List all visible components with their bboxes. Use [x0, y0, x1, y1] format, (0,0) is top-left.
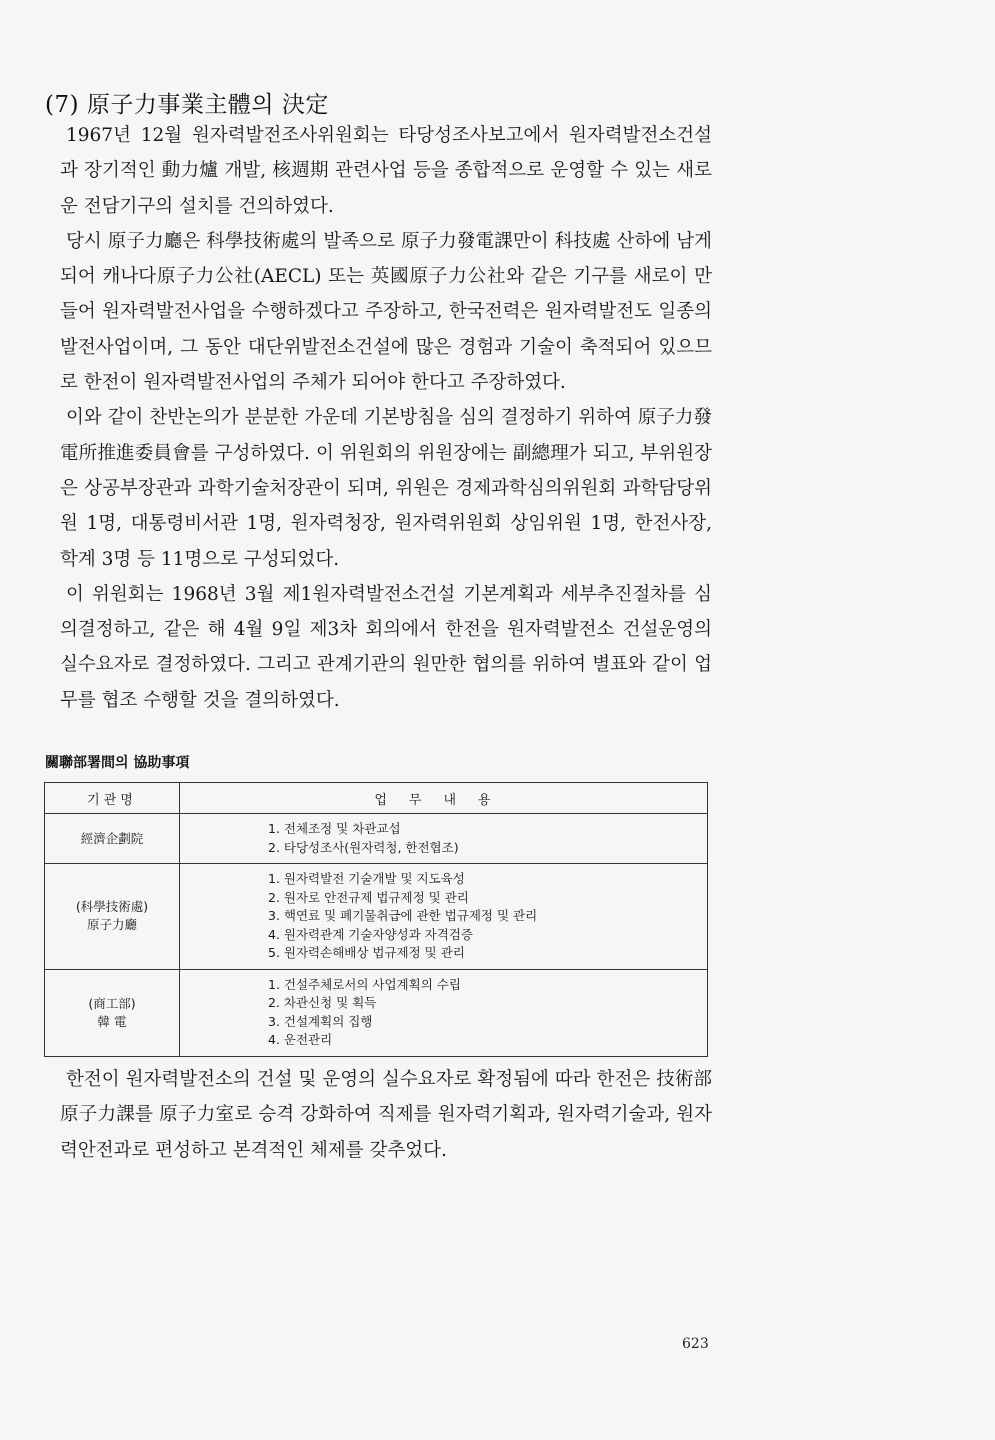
- duties-cell: [180, 814, 708, 864]
- duty-item: 2. 타당성조사(원자력청, 한전협조): [268, 839, 459, 855]
- org-cell: [45, 814, 180, 864]
- org-line: (科學技術處): [75, 899, 149, 915]
- org-cell: [45, 969, 180, 1056]
- body-text-bottom: [60, 1062, 712, 1168]
- paragraph: 한전이 원자력발전소의 건설 및 운영의 실수요자로 확정됨에 따라 한전은 技術部 原子力課를 原子力室로 승격 강화하여 직제를 원자력기획과, 원자력기술과, 원자력안전과로 편성하고 본격적인 체제를 갖추었다.: [60, 1069, 712, 1161]
- paragraph: 당시 原子力廳은 科學技術處의 발족으로 原子力發電課만이 科技處 산하에 남게 되어 캐나다原子力公社(AECL) 또는 英國原子力公社와 같은 기구를 새로이 만들어 원자력발전사업을 수행하겠다고 주장하고, 한국전력은 원자력발전도 일종의 발전사업이며, 그 동안 대단위발전소건설에 많은 경험과 기술이 축적되어 있으므로 한전이 원자력발전사업의 주체가 되어야 한다고 주장하였다.: [60, 230, 712, 394]
- duty-list: [268, 870, 707, 963]
- org-line: (商工部): [88, 995, 136, 1011]
- org-name: 原子力廳: [86, 917, 137, 933]
- header-org: 기관명: [45, 783, 180, 814]
- header-duties: 업무내용: [180, 783, 708, 814]
- org-name: 韓 電: [97, 1013, 127, 1029]
- duty-item: 1. 원자력발전 기술개발 및 지도육성: [268, 871, 465, 886]
- table-row: [45, 814, 708, 864]
- duty-list: [268, 976, 707, 1050]
- table-row: [45, 864, 708, 970]
- paragraph: 1967년 12월 원자력발전조사위원회는 타당성조사보고에서 원자력발전소건설과 장기적인 動力爐 개발, 核週期 관련사업 등을 종합적으로 운영할 수 있는 새로운 전담기구의 설치를 건의하였다.: [60, 125, 712, 217]
- duty-list: [268, 820, 707, 857]
- org-name: 經濟企劃院: [80, 830, 144, 846]
- table-row: [45, 969, 708, 1056]
- duty-item: 4. 원자력관계 기술자양성과 자격검증: [268, 926, 473, 942]
- duty-item: 1. 전체조정 및 차관교섭: [268, 821, 401, 836]
- duties-cell: [180, 969, 708, 1056]
- duty-item: 1. 건설주체로서의 사업계획의 수립: [268, 976, 461, 992]
- duty-item: 2. 차관신청 및 획득: [268, 995, 377, 1010]
- table-header-row: [45, 783, 708, 814]
- paragraph: 이 위원회는 1968년 3월 제1원자력발전소건설 기본계획과 세부추진절차를 심의결정하고, 같은 해 4월 9일 제3차 회의에서 한전을 원자력발전소 건설운영의 실수요자로 결정하였다. 그리고 관계기관의 원만한 협의를 위하여 별표와 같이 업무를 협조 수행할 것을 결의하였다.: [60, 583, 712, 711]
- duty-item: 4. 운전관리: [268, 1032, 333, 1047]
- org-cell: [45, 864, 180, 970]
- cooperation-table: [44, 782, 708, 1057]
- body-text-top: [60, 118, 712, 718]
- duty-item: 3. 건설계획의 집행: [268, 1013, 373, 1029]
- table-caption: 關聯部署間의 協助事項: [45, 755, 190, 771]
- duty-item: 3. 핵연료 및 폐기물취급에 관한 법규제정 및 관리: [268, 908, 538, 923]
- page-number: 623: [682, 1336, 709, 1352]
- paragraph: 이와 같이 찬반논의가 분분한 가운데 기본방침을 심의 결정하기 위하여 原子力發電所推進委員會를 구성하였다. 이 위원회의 위원장에는 副總理가 되고, 부위원장은 상공부장관과 과학기술처장관이 되며, 위원은 경제과학심의위원회 과학담당위원 1명, 대통령비서관 1명, 원자력청장, 원자력위원회 상임위원 1명, 한전사장, 학계 3명 등 11명으로 구성되었다.: [60, 407, 712, 570]
- duties-cell: [180, 864, 708, 970]
- duty-item: 2. 원자로 안전규제 법규제정 및 관리: [268, 889, 469, 905]
- section-heading: (7) 原子力事業主體의 決定: [45, 92, 329, 118]
- duty-item: 5. 원자력손해배상 법규제정 및 관리: [268, 945, 465, 960]
